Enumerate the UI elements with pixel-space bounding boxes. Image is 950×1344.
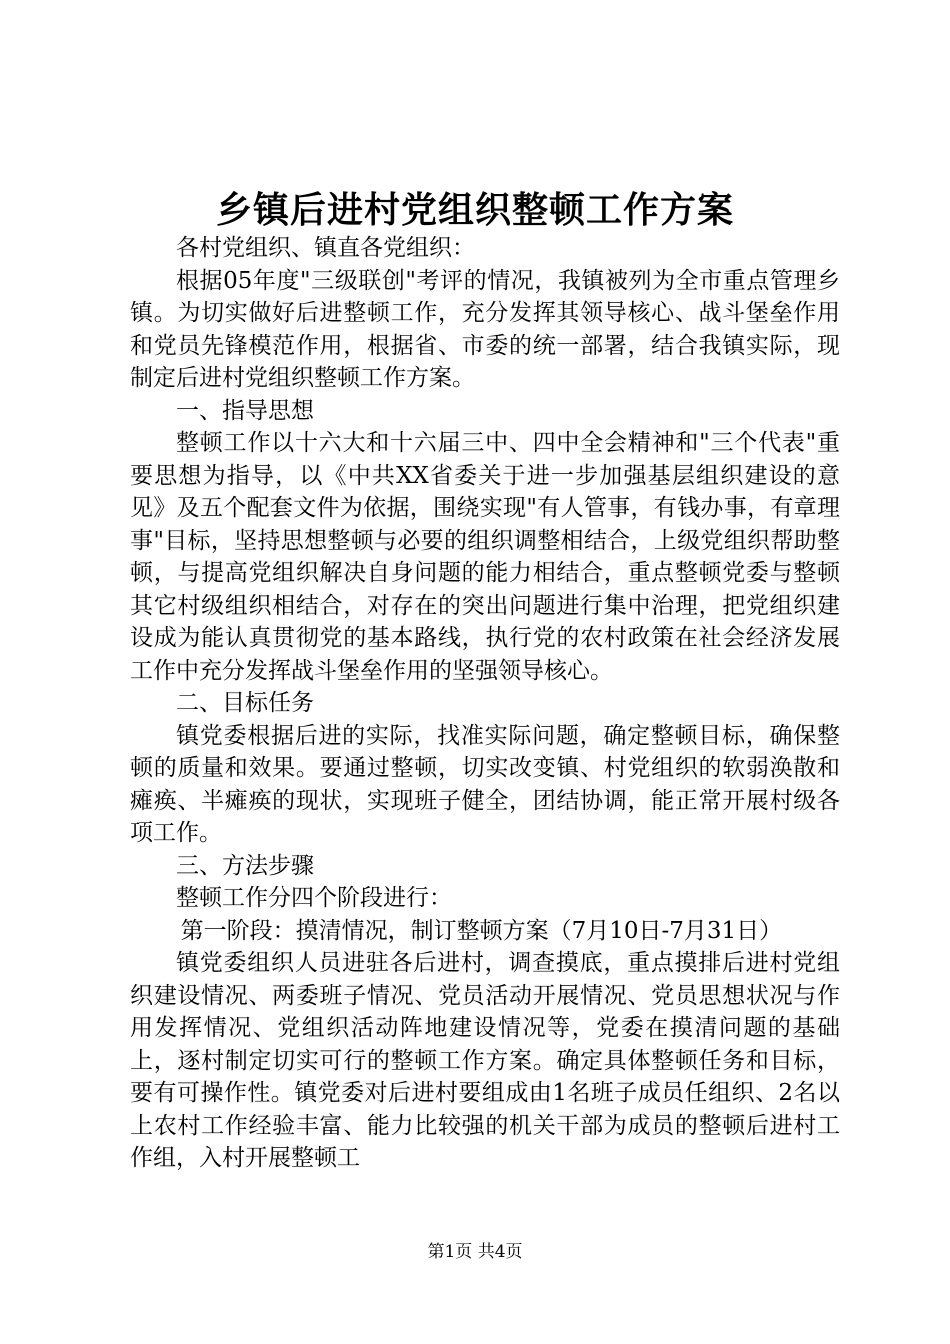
document-title: 乡镇后进村党组织整顿工作方案 bbox=[215, 189, 734, 231]
salutation-paragraph: 各村党组织、镇直各党组织： bbox=[176, 235, 475, 261]
section-heading-goals: 二、目标任务 bbox=[176, 690, 314, 716]
section-heading-methods: 三、方法步骤 bbox=[176, 852, 314, 879]
guiding-ideology-paragraph: 整顿工作以十六大和十六届三中、四中全会精神和"三个代表"重要思想为指导，以《中共XX省委关于进一步加强基层组织建设的意见》及五个配套文件为依据，围绕实现"有人管事，有钱办事，有章理事"目标，坚持思想整顿与必要的组织调整相结合，上级党组织帮助整顿，与提高党组织解决自身问题的能力相结合，重点整顿党委与整顿其它村级组织相结合，对存在的突出问题进行集中治理，把党组织建设成为能认真贯彻党的基本路线，执行党的农村政策在社会经济发展工作中充分发挥战斗堡垒作用的坚强领导核心。 bbox=[130, 430, 840, 684]
page-footer: 第1页 共4页 bbox=[427, 1242, 523, 1262]
methods-intro-paragraph: 整顿工作分四个阶段进行： bbox=[176, 885, 452, 911]
document-body bbox=[130, 232, 840, 1175]
goals-paragraph: 镇党委根据后进的实际，找准实际问题，确定整顿目标，确保整顿的质量和效果。要通过整顿，切实改变镇、村党组织的软弱涣散和瘫痪、半瘫痪的现状，实现班子健全，团结协调，能正常开展村级各项工作。 bbox=[130, 722, 840, 846]
stage-one-paragraph: 镇党委组织人员进驻各后进村，调查摸底，重点摸排后进村党组织建设情况、两委班子情况、党员活动开展情况、党员思想状况与作用发挥情况、党组织活动阵地建设情况等，党委在摸清问题的基础上，逐村制定切实可行的整顿工作方案。确定具体整顿任务和目标，要有可操作性。镇党委对后进村要组成由1名班子成员任组织、2名以上农村工作经验丰富、能力比较强的机关干部为成员的整顿后进村工作组，入村开展整顿工 bbox=[130, 950, 840, 1171]
stage-one-heading: 第一阶段：摸清情况，制订整顿方案（7月10日-7月31日） bbox=[180, 917, 783, 944]
section-heading-guiding-ideology: 一、指导思想 bbox=[176, 397, 314, 424]
intro-paragraph: 根据05年度"三级联创"考评的情况，我镇被列为全市重点管理乡镇。为切实做好后进整顿工作，充分发挥其领导核心、战斗堡垒作用和党员先锋模范作用，根据省、市委的统一部署，结合我镇实际，现制定后进村党组织整顿工作方案。 bbox=[130, 267, 840, 391]
